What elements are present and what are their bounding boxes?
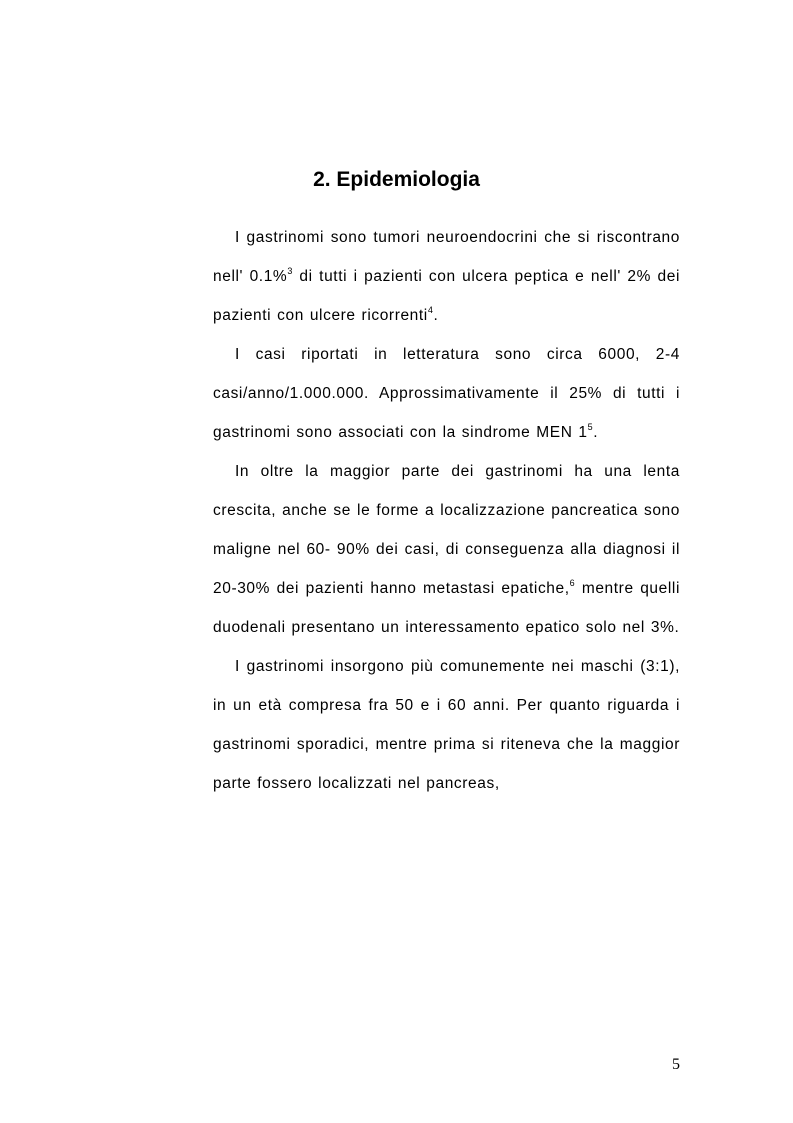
paragraph-text: I gastrinomi insorgono più comunemente nei maschi (3:1), in un età compresa fra 50 e i 60 anni. Per quanto riguarda i gastrinomi sporadici, mentre prima si riteneva che la maggior parte fossero localizzati nel pancreas,	[213, 658, 680, 792]
paragraph-2	[213, 335, 680, 452]
paragraph-text: In oltre la maggior parte dei gastrinomi ha una lenta crescita, anche se le forme a localizzazione pancreatica sono maligne nel 60- 90% dei casi, di conseguenza alla diagnosi il 20-30% dei pazienti hanno metastasi epatiche,	[213, 463, 680, 597]
paragraph-text: di tutti i pazienti con ulcera peptica e nell' 2% dei pazienti con ulcere ricorrenti	[213, 268, 680, 324]
paragraph-text: .	[593, 424, 599, 441]
page-number: 5	[672, 1056, 680, 1073]
paragraph-4	[213, 647, 680, 803]
paragraph-text: .	[433, 307, 439, 324]
paragraph-text: I gastrinomi sono tumori neuroendocrini che si riscontrano nell' 0.1%	[213, 229, 680, 285]
paragraph-1	[213, 218, 680, 335]
section-title: 2. Epidemiologia	[313, 168, 480, 191]
citation-ref: 6	[569, 578, 576, 588]
citation-ref: 4	[427, 305, 434, 315]
paragraph-text: mentre quelli duodenali presentano un interessamento epatico solo nel 3%.	[213, 580, 681, 636]
citation-ref: 3	[287, 266, 293, 276]
citation-ref: 5	[587, 422, 594, 432]
body-text	[213, 218, 680, 803]
paragraph-text: I casi riportati in letteratura sono circa 6000, 2-4 casi/anno/1.000.000. Approssimativamente il 25% di tutti i gastrinomi sono associati con la sindrome MEN 1	[213, 346, 680, 441]
paragraph-3	[213, 452, 680, 647]
